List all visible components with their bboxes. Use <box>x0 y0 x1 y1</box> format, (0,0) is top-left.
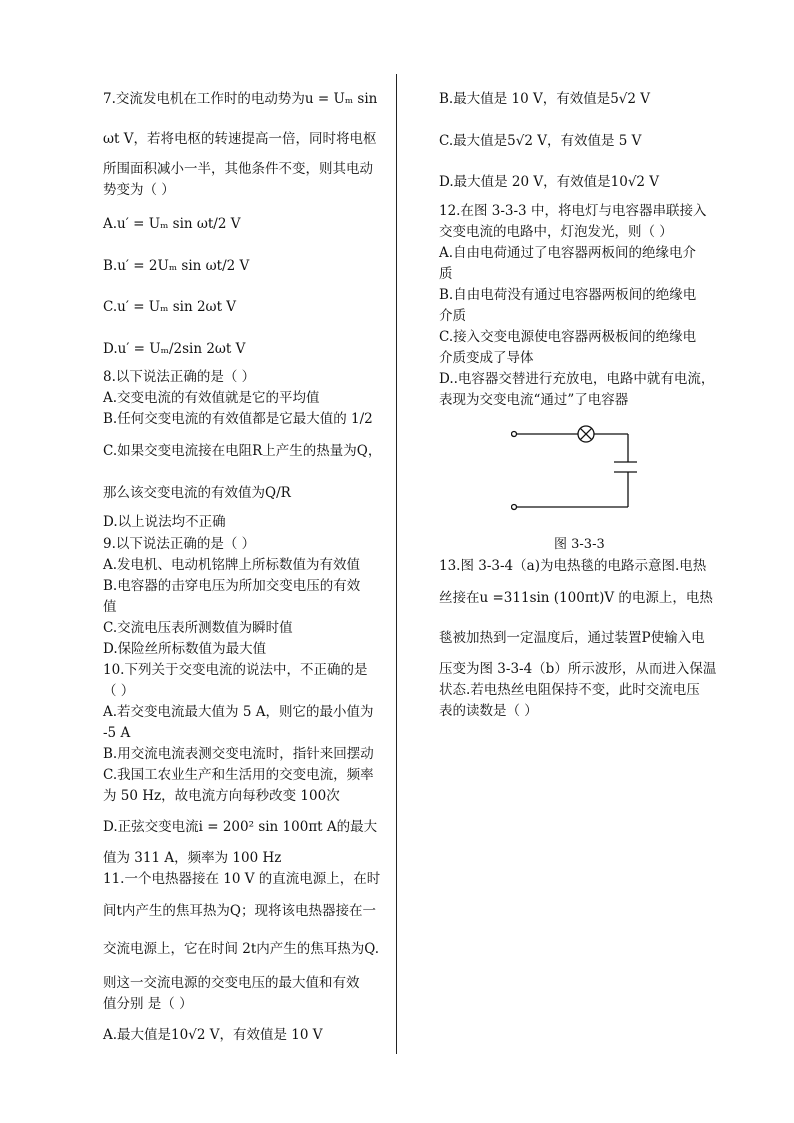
text-line: C.u′ = Uₘ sin 2ωt V <box>103 299 237 315</box>
text-line: A.最大值是10√2 V，有效值是 10 V <box>103 1027 323 1043</box>
text-line: 10.下列关于交变电流的说法中，不正确的是 <box>103 662 368 678</box>
figure-caption: 图 3-3-3 <box>554 537 605 552</box>
text-line: 值 <box>103 599 117 615</box>
text-line: 9.以下说法正确的是（ ） <box>103 536 256 552</box>
text-line: 值为 311 A，频率为 100 Hz <box>103 850 282 866</box>
text-line: 则这一交流电源的交变电压的最大值和有效 <box>103 975 360 991</box>
text-line: B.用交流电流表测交变电流时，指针来回摆动 <box>103 746 374 762</box>
text-line: 介质变成了导体 <box>439 350 534 366</box>
text-line: 间t内产生的焦耳热为Q；现将该电热器接在一 <box>103 903 376 919</box>
text-line: D.正弦交变电流i = 200² sin 100πt A的最大 <box>103 819 378 835</box>
text-line: B.自由电荷没有通过电容器两板间的绝缘电 <box>439 287 697 303</box>
text-line: B.最大值是 10 V，有效值是5√2 V <box>439 91 651 107</box>
text-line: B.任何交变电流的有效值都是它最大值的 1/2 <box>103 411 373 427</box>
text-line: 毯被加热到一定温度后，通过装置P使输入电 <box>439 630 705 646</box>
text-line: 质 <box>439 266 453 282</box>
text-line: 12.在图 3-3-3 中，将电灯与电容器串联接入 <box>439 203 707 219</box>
text-line: 11.一个电热器接在 10 V 的直流电源上，在时 <box>103 871 381 887</box>
text-line: -5 A <box>103 725 131 741</box>
text-line: 表的读数是（ ） <box>439 703 538 719</box>
text-line: ωt V，若将电枢的转速提高一倍，同时将电枢 <box>103 131 377 147</box>
text-line: B.u′ = 2Uₘ sin ωt/2 V <box>103 258 250 274</box>
text-line: 8.以下说法正确的是（ ） <box>103 369 256 385</box>
text-line: B.电容器的击穿电压为所加交变电压的有效 <box>103 578 361 594</box>
text-line: 表现为交变电流“通过”了电容器 <box>439 392 629 408</box>
text-line: D.最大值是 20 V，有效值是10√2 V <box>439 174 660 190</box>
text-line: 值分别 是（ ） <box>103 996 193 1012</box>
text-line: C.最大值是5√2 V，有效值是 5 V <box>439 133 642 149</box>
text-line: C.接入交变电源使电容器两极板间的绝缘电 <box>439 329 697 345</box>
text-line: 丝接在u =311sin (100πt)V 的电源上，电热 <box>439 590 713 606</box>
text-line: D.保险丝所标数值为最大值 <box>103 641 267 657</box>
text-line: 交变电流的电路中，灯泡发光，则（ ） <box>439 224 673 240</box>
text-line: 压变为图 3-3-4（b）所示波形，从而进入保温 <box>439 661 717 677</box>
terminal-bottom-icon <box>512 505 517 510</box>
lamp-capacitor-circuit-diagram <box>511 412 637 512</box>
terminal-top-icon <box>512 432 517 437</box>
text-line: D.以上说法均不正确 <box>103 514 226 530</box>
text-line: C.交流电压表所测数值为瞬时值 <box>103 620 293 636</box>
text-line: （ ） <box>103 683 135 699</box>
text-line: 交流电源上，它在时间 2t内产生的焦耳热为Q. <box>103 941 379 957</box>
text-line: D.u′ = Uₘ/2sin 2ωt V <box>103 341 246 357</box>
text-line: 7.交流发电机在工作时的电动势为u = Uₘ sin <box>103 91 378 107</box>
column-divider <box>396 74 397 1054</box>
text-line: D..电容器交替进行充放电，电路中就有电流， <box>439 371 715 387</box>
text-line: 状态.若电热丝电阻保持不变，此时交流电压 <box>439 682 700 698</box>
text-line: A.交变电流的有效值就是它的平均值 <box>103 390 320 406</box>
text-line: 势变为（ ） <box>103 182 175 198</box>
text-line: 介质 <box>439 308 466 324</box>
text-line: 13.图 3-3-4（a)为电热毯的电路示意图.电热 <box>439 558 707 574</box>
text-line: 为 50 Hz，故电流方向每秒改变 100次 <box>103 788 340 804</box>
text-line: A.发电机、电动机铭牌上所标数值为有效值 <box>103 557 361 573</box>
text-line: A.u′ = Uₘ sin ωt/2 V <box>103 216 241 232</box>
text-line: A.自由电荷通过了电容器两板间的绝缘电介 <box>439 245 697 261</box>
text-line: 那么该交变电流的有效值为Q/R <box>103 485 291 501</box>
text-line: 所围面积减小一半，其他条件不变，则其电动 <box>103 161 373 177</box>
text-line: A.若交变电流最大值为 5 A，则它的最小值为 <box>103 704 374 720</box>
text-line: C.我国工农业生产和生活用的交变电流，频率 <box>103 767 374 783</box>
text-line: C.如果交变电流接在电阻R上产生的热量为Q， <box>103 443 382 459</box>
